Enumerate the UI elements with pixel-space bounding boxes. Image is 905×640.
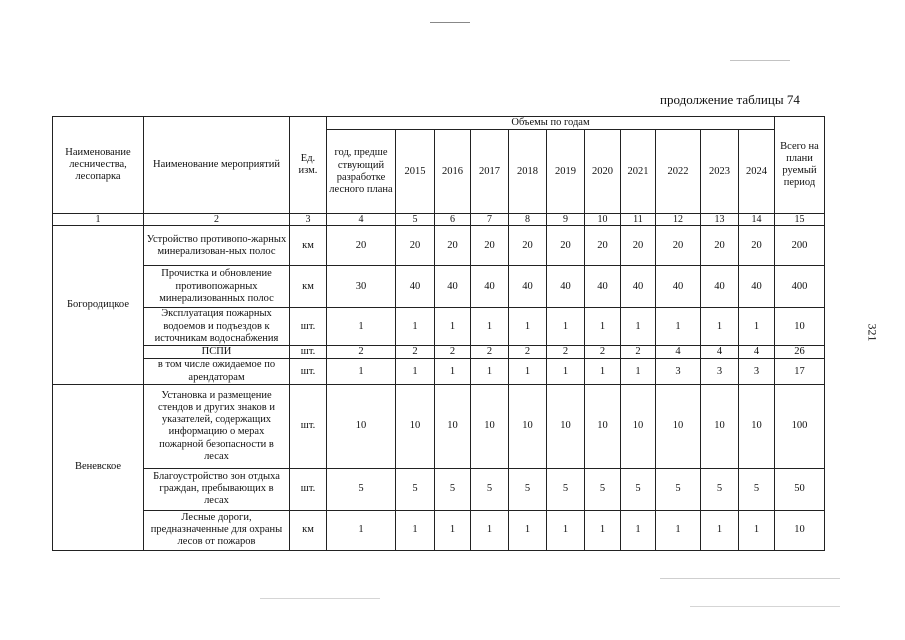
column-number: 3 — [290, 214, 327, 226]
header-year: 2024 — [739, 130, 775, 214]
value-cell: 40 — [509, 266, 547, 308]
value-cell: 10 — [701, 384, 739, 468]
forestry-name: Веневское — [53, 384, 144, 550]
value-cell: 3 — [656, 359, 701, 384]
header-volumes: Объемы по годам — [327, 117, 775, 130]
scan-speck — [260, 598, 380, 599]
value-cell: 5 — [585, 468, 621, 510]
value-cell: 2 — [585, 346, 621, 359]
value-cell: 20 — [621, 226, 656, 266]
forest-fire-measures-table — [52, 116, 825, 551]
value-cell: 3 — [739, 359, 775, 384]
header-forestry: Наименование лесничества, лесопарка — [53, 117, 144, 214]
value-cell: 10 — [396, 384, 435, 468]
value-cell: 40 — [435, 266, 471, 308]
column-number: 11 — [621, 214, 656, 226]
value-cell: 1 — [656, 308, 701, 346]
table-row — [53, 359, 825, 384]
value-cell: 40 — [701, 266, 739, 308]
value-cell: 2 — [547, 346, 585, 359]
measure-name: в том числе ожидаемое по арендаторам — [144, 359, 290, 384]
value-cell: 20 — [585, 226, 621, 266]
column-number: 2 — [144, 214, 290, 226]
value-cell: 40 — [471, 266, 509, 308]
column-number: 13 — [701, 214, 739, 226]
value-cell: 20 — [656, 226, 701, 266]
table-row — [53, 226, 825, 266]
scan-speck — [660, 578, 840, 579]
value-cell: 10 — [471, 384, 509, 468]
value-cell: 2 — [509, 346, 547, 359]
value-cell: 5 — [547, 468, 585, 510]
measure-name: Установка и размещение стендов и других знаков и указателей, содержащих информацию о мерах пожарной безопасности в лесах — [144, 384, 290, 468]
value-cell: 10 — [621, 384, 656, 468]
value-cell: 40 — [739, 266, 775, 308]
header-year: 2019 — [547, 130, 585, 214]
total-cell: 26 — [775, 346, 825, 359]
value-cell: 1 — [327, 510, 396, 550]
value-cell: 10 — [435, 384, 471, 468]
unit-cell: км — [290, 266, 327, 308]
value-cell: 1 — [327, 308, 396, 346]
value-cell: 3 — [701, 359, 739, 384]
value-cell: 20 — [547, 226, 585, 266]
value-cell: 10 — [547, 384, 585, 468]
value-cell: 1 — [509, 359, 547, 384]
measure-name: ПСПИ — [144, 346, 290, 359]
value-cell: 1 — [547, 308, 585, 346]
unit-cell: шт. — [290, 308, 327, 346]
value-cell: 20 — [739, 226, 775, 266]
header-total: Всего на плани руемый период — [775, 117, 825, 214]
unit-cell: шт. — [290, 468, 327, 510]
column-number: 10 — [585, 214, 621, 226]
value-cell: 2 — [435, 346, 471, 359]
column-number: 8 — [509, 214, 547, 226]
value-cell: 1 — [327, 359, 396, 384]
value-cell: 5 — [739, 468, 775, 510]
scan-speck — [690, 606, 840, 607]
value-cell: 5 — [396, 468, 435, 510]
table-row — [53, 346, 825, 359]
value-cell: 20 — [396, 226, 435, 266]
column-number: 12 — [656, 214, 701, 226]
value-cell: 20 — [509, 226, 547, 266]
value-cell: 2 — [471, 346, 509, 359]
forestry-name: Богородицкое — [53, 226, 144, 385]
header-year: 2023 — [701, 130, 739, 214]
header-measure: Наименование мероприятий — [144, 117, 290, 214]
value-cell: 5 — [621, 468, 656, 510]
unit-cell: шт. — [290, 359, 327, 384]
value-cell: 1 — [621, 510, 656, 550]
value-cell: 4 — [656, 346, 701, 359]
value-cell: 5 — [327, 468, 396, 510]
table-row — [53, 266, 825, 308]
value-cell: 1 — [471, 308, 509, 346]
table-row — [53, 384, 825, 468]
value-cell: 1 — [701, 308, 739, 346]
value-cell: 1 — [509, 308, 547, 346]
header-year: 2020 — [585, 130, 621, 214]
value-cell: 1 — [396, 359, 435, 384]
column-number: 4 — [327, 214, 396, 226]
value-cell: 1 — [621, 308, 656, 346]
value-cell: 1 — [396, 510, 435, 550]
value-cell: 10 — [585, 384, 621, 468]
value-cell: 20 — [701, 226, 739, 266]
value-cell: 1 — [621, 359, 656, 384]
value-cell: 10 — [509, 384, 547, 468]
value-cell: 1 — [471, 510, 509, 550]
table-row — [53, 510, 825, 550]
column-number: 15 — [775, 214, 825, 226]
value-cell: 5 — [656, 468, 701, 510]
header-year: 2015 — [396, 130, 435, 214]
measure-name: Эксплуатация пожарных водоемов и подъездов к источникам водоснабжения — [144, 308, 290, 346]
header-year: 2022 — [656, 130, 701, 214]
measure-name: Устройство противопо-жарных минерализован-ных полос — [144, 226, 290, 266]
value-cell: 1 — [739, 510, 775, 550]
total-cell: 400 — [775, 266, 825, 308]
table-row — [53, 468, 825, 510]
value-cell: 10 — [739, 384, 775, 468]
value-cell: 20 — [435, 226, 471, 266]
total-cell: 10 — [775, 308, 825, 346]
value-cell: 30 — [327, 266, 396, 308]
value-cell: 1 — [739, 308, 775, 346]
value-cell: 1 — [547, 510, 585, 550]
value-cell: 1 — [585, 359, 621, 384]
value-cell: 40 — [621, 266, 656, 308]
value-cell: 4 — [701, 346, 739, 359]
measure-name: Лесные дороги, предназначенные для охраны лесов от пожаров — [144, 510, 290, 550]
column-number: 6 — [435, 214, 471, 226]
value-cell: 40 — [396, 266, 435, 308]
value-cell: 40 — [585, 266, 621, 308]
measure-name: Прочистка и обновление противопожарных минерализованных полос — [144, 266, 290, 308]
value-cell: 5 — [435, 468, 471, 510]
measure-name: Благоустройство зон отдыха граждан, пребывающих в лесах — [144, 468, 290, 510]
header-year: 2021 — [621, 130, 656, 214]
value-cell: 5 — [509, 468, 547, 510]
column-number: 9 — [547, 214, 585, 226]
value-cell: 1 — [547, 359, 585, 384]
value-cell: 10 — [656, 384, 701, 468]
unit-cell: шт. — [290, 384, 327, 468]
value-cell: 40 — [547, 266, 585, 308]
value-cell: 2 — [621, 346, 656, 359]
unit-cell: шт. — [290, 346, 327, 359]
value-cell: 4 — [739, 346, 775, 359]
column-number: 1 — [53, 214, 144, 226]
unit-cell: км — [290, 226, 327, 266]
table-caption: продолжение таблицы 74 — [660, 92, 800, 107]
value-cell: 20 — [327, 226, 396, 266]
value-cell: 2 — [327, 346, 396, 359]
scan-speck — [730, 60, 790, 61]
value-cell: 20 — [471, 226, 509, 266]
value-cell: 1 — [585, 510, 621, 550]
header-prev-year: год, предше ствующий разработке лесного плана — [327, 130, 396, 214]
value-cell: 2 — [396, 346, 435, 359]
total-cell: 17 — [775, 359, 825, 384]
header-year: 2018 — [509, 130, 547, 214]
column-number: 14 — [739, 214, 775, 226]
total-cell: 200 — [775, 226, 825, 266]
unit-cell: км — [290, 510, 327, 550]
value-cell: 5 — [471, 468, 509, 510]
value-cell: 1 — [435, 308, 471, 346]
value-cell: 1 — [656, 510, 701, 550]
value-cell: 1 — [435, 359, 471, 384]
column-number-row — [53, 214, 825, 226]
page-number: 321 — [865, 323, 880, 342]
value-cell: 1 — [471, 359, 509, 384]
value-cell: 1 — [509, 510, 547, 550]
header-unit: Ед. изм. — [290, 117, 327, 214]
scan-speck — [430, 22, 470, 23]
total-cell: 10 — [775, 510, 825, 550]
value-cell: 1 — [435, 510, 471, 550]
header-year: 2017 — [471, 130, 509, 214]
total-cell: 50 — [775, 468, 825, 510]
table-row — [53, 308, 825, 346]
value-cell: 5 — [701, 468, 739, 510]
value-cell: 1 — [396, 308, 435, 346]
header-year: 2016 — [435, 130, 471, 214]
value-cell: 1 — [585, 308, 621, 346]
value-cell: 40 — [656, 266, 701, 308]
total-cell: 100 — [775, 384, 825, 468]
column-number: 7 — [471, 214, 509, 226]
value-cell: 1 — [701, 510, 739, 550]
value-cell: 10 — [327, 384, 396, 468]
column-number: 5 — [396, 214, 435, 226]
